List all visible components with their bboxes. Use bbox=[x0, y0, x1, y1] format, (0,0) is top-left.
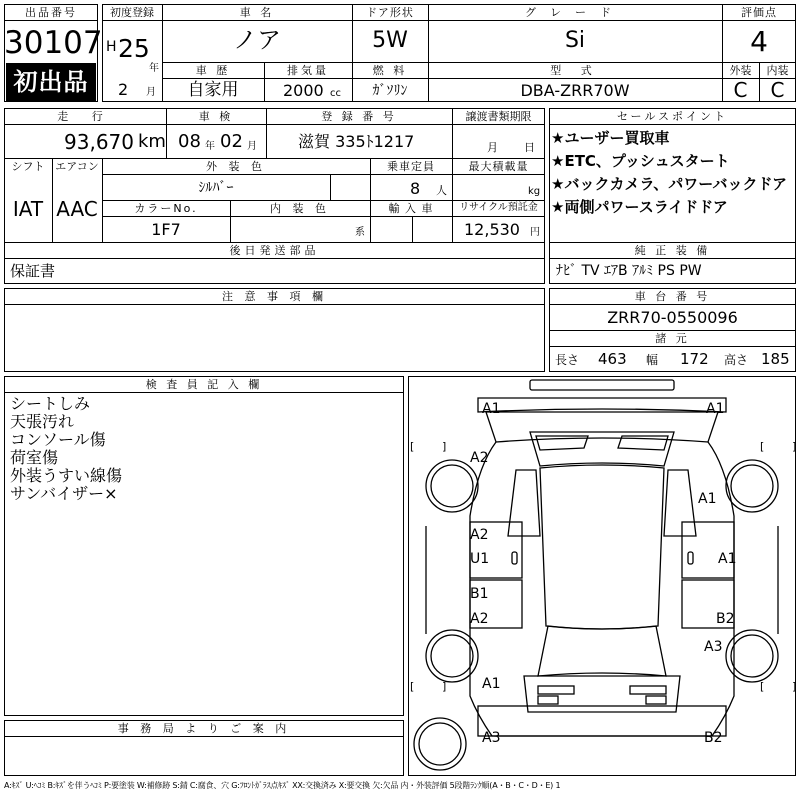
score: 4 bbox=[750, 25, 768, 58]
color-no: 1F7 bbox=[151, 220, 181, 239]
height: 185 bbox=[761, 350, 790, 368]
ext-color: ｼﾙﾊﾞｰ bbox=[198, 180, 234, 196]
exterior-label: 外装 bbox=[729, 64, 752, 77]
width-label: 幅 bbox=[646, 353, 659, 367]
length-label: 長さ bbox=[555, 353, 580, 367]
exterior-grade: C bbox=[733, 78, 748, 102]
mark-left-fender: A2 bbox=[470, 450, 489, 466]
mileage: 93,670 bbox=[64, 130, 134, 154]
displacement-unit: cc bbox=[330, 88, 341, 99]
mark-left-rear-door-2: A2 bbox=[470, 611, 489, 627]
shift: IAT bbox=[12, 197, 44, 221]
score-label: 評価点 bbox=[741, 6, 777, 19]
legend: A:ｷｽﾞ U:ﾍｺﾐ B:ｷｽﾞを伴うﾍｺﾐ P:要塗装 W:補修跡 S:錆 C:腐食、穴 G:ﾌﾛﾝﾄｶﾞﾗｽ点ｷｽﾞ XX:交換済み X:要交換 欠:欠品 内・外装評価 5段階ﾗﾝｸ順(A・B・C・D・E) 1 bbox=[4, 781, 561, 790]
int-color-label: 内 装 色 bbox=[270, 202, 330, 215]
height-label: 高さ bbox=[724, 353, 749, 367]
recycle-fee: 12,530 bbox=[464, 220, 520, 239]
door-type: 5W bbox=[372, 28, 408, 53]
reg-year: 25 bbox=[118, 34, 150, 63]
svg-text:]: ] bbox=[442, 440, 447, 453]
inspector-note: シートしみ bbox=[10, 394, 91, 413]
era: H bbox=[106, 39, 117, 55]
mark-front-right: A1 bbox=[706, 401, 725, 417]
import-label: 輸 入 車 bbox=[388, 202, 434, 215]
door-label: ドア形状 bbox=[366, 6, 414, 19]
plate-number: 滋賀 335ﾄ1217 bbox=[298, 132, 415, 151]
svg-text:[: [ bbox=[760, 440, 765, 453]
chassis-number: ZRR70-0550096 bbox=[607, 308, 738, 327]
mark-right-fender: A1 bbox=[698, 491, 717, 507]
mark-left-front-door-1: A2 bbox=[470, 527, 489, 543]
office-label: 事 務 局 よ り ご 案 内 bbox=[117, 722, 291, 735]
seats: 8 bbox=[410, 179, 421, 198]
month-unit: 月 bbox=[146, 87, 156, 98]
mark-left-rear-door-1: B1 bbox=[470, 586, 489, 602]
sales-point: ★バックカメラ、パワーバックドア bbox=[551, 175, 788, 193]
history: 自家用 bbox=[187, 80, 239, 100]
svg-text:]: ] bbox=[792, 680, 796, 693]
inspector-note: サンバイザー× bbox=[10, 484, 118, 503]
svg-text:]: ] bbox=[792, 440, 796, 453]
equipment-label: 純 正 装 備 bbox=[634, 244, 711, 257]
history-label: 車 歴 bbox=[195, 64, 231, 77]
mark-rear-left: A3 bbox=[482, 730, 501, 746]
recycle-label: リサイクル預託金 bbox=[459, 202, 538, 213]
mark-right-quarter: A3 bbox=[704, 639, 723, 655]
inspection-year: 08 bbox=[178, 131, 201, 152]
dims-label: 諸 元 bbox=[655, 332, 690, 345]
car-diagram bbox=[408, 376, 796, 776]
transfer-day: 日 bbox=[524, 141, 535, 154]
inspection-month: 02 bbox=[220, 131, 243, 152]
width: 172 bbox=[680, 350, 709, 368]
sales-point: ★ETC、プッシュスタート bbox=[551, 152, 730, 170]
svg-text:]: ] bbox=[442, 680, 447, 693]
svg-text:[: [ bbox=[410, 680, 415, 693]
mark-right-rear-door: B2 bbox=[716, 611, 735, 627]
fuel-label: 燃 料 bbox=[372, 64, 408, 77]
accessories: 保証書 bbox=[10, 262, 56, 280]
mark-left-quarter: A1 bbox=[482, 676, 501, 692]
inspection-label: 車 検 bbox=[198, 110, 234, 123]
grade-label: グレード bbox=[525, 6, 625, 19]
mark-right-front-door: A1 bbox=[718, 551, 737, 567]
sales-point: ★ユーザー買取車 bbox=[551, 129, 670, 147]
length: 463 bbox=[598, 350, 627, 368]
inspector-label: 検 査 員 記 入 欄 bbox=[145, 378, 263, 391]
mileage-unit: km bbox=[138, 131, 166, 152]
mark-rear-right: B2 bbox=[704, 730, 723, 746]
displacement: 2000 bbox=[283, 81, 324, 100]
mark-front-left: A1 bbox=[482, 401, 501, 417]
ext-color-label: 外 装 色 bbox=[206, 160, 266, 173]
lot-number-label: 出品番号 bbox=[25, 6, 77, 19]
car-name-label: 車 名 bbox=[239, 6, 275, 19]
inspection-year-unit: 年 bbox=[205, 141, 215, 152]
reg-month: 2 bbox=[118, 80, 129, 99]
seats-unit: 人 bbox=[436, 184, 447, 197]
inspector-note: コンソール傷 bbox=[10, 430, 106, 449]
equipment: ﾅﾋﾞ TV ｴｱB ｱﾙﾐ PS PW bbox=[556, 263, 702, 279]
fuel: ｶﾞｿﾘﾝ bbox=[372, 83, 408, 99]
chassis-label: 車 台 番 号 bbox=[634, 290, 711, 303]
plate-label: 登 録 番 号 bbox=[321, 110, 397, 123]
accessories-label: 後日発送部品 bbox=[229, 244, 320, 257]
model: DBA-ZRR70W bbox=[520, 81, 630, 100]
inspector-note: 外装うすい線傷 bbox=[10, 466, 123, 485]
inspector-note: 天張汚れ bbox=[10, 412, 75, 431]
lot-number: 30107 bbox=[4, 25, 103, 61]
year-unit: 年 bbox=[149, 63, 159, 74]
svg-text:[: [ bbox=[410, 440, 415, 453]
grade: Si bbox=[564, 28, 586, 53]
inspector-note: 荷室傷 bbox=[10, 448, 59, 467]
inspection-month-unit: 月 bbox=[247, 141, 257, 152]
mark-left-front-door-2: U1 bbox=[470, 551, 490, 567]
car-name: ノア bbox=[233, 26, 281, 54]
svg-text:[: [ bbox=[760, 680, 765, 693]
sales-points-label: セールスポイント bbox=[616, 110, 728, 123]
transfer-label: 譲渡書類期限 bbox=[465, 110, 532, 123]
interior-grade: C bbox=[770, 78, 785, 102]
first-listing-badge: 初出品 bbox=[6, 63, 96, 101]
recycle-unit: 円 bbox=[530, 227, 540, 238]
model-label: 型 式 bbox=[550, 64, 600, 77]
int-color-unit: 系 bbox=[355, 227, 365, 238]
seats-label: 乗車定員 bbox=[387, 160, 435, 173]
ac-label: エアコン bbox=[55, 160, 99, 173]
shift-label: シフト bbox=[11, 160, 45, 173]
notes-label: 注 意 事 項 欄 bbox=[222, 290, 327, 303]
load-unit: kg bbox=[528, 186, 541, 197]
mileage-label: 走 行 bbox=[57, 110, 113, 123]
ac: AAC bbox=[56, 197, 98, 221]
color-no-label: カラーNo. bbox=[134, 202, 198, 215]
sales-point: ★両側パワースライドドア bbox=[551, 198, 728, 216]
displacement-label: 排気量 bbox=[287, 64, 329, 77]
transfer-month: 月 bbox=[487, 141, 498, 154]
interior-label: 内装 bbox=[766, 64, 789, 77]
load-label: 最大積載量 bbox=[468, 160, 529, 173]
first-reg-label: 初度登録 bbox=[110, 6, 154, 19]
